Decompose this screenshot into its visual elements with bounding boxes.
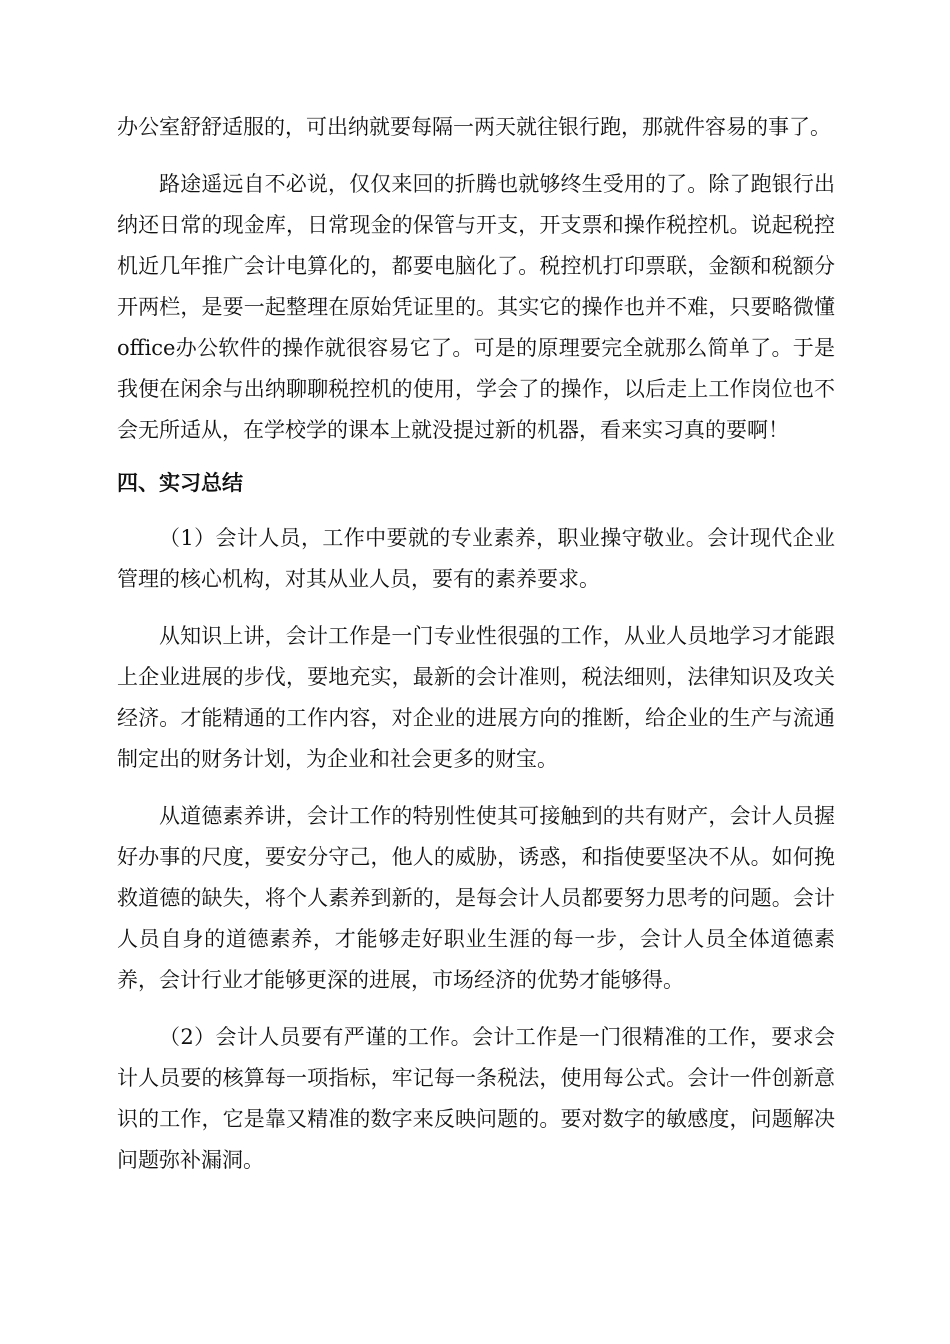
paragraph-knowledge: 从知识上讲，会计工作是一门专业性很强的工作，从业人员地学习才能跟上企业进展的步伐，要地充实，最新的会计准则，税法细则，法律知识及攻关经济。才能精通的工作内容，对企业的进展方向的推断，给企业的生产与流通制定出的财务计划，为企业和社会更多的财宝。 xyxy=(117,624,835,771)
paragraph-rigor: （2）会计人员要有严谨的工作。会计工作是一门很精准的工作，要求会计人员要的核算每一项指标，牢记每一条税法，使用每公式。会计一件创新意识的工作，它是靠又精准的数字来反映问题的。要对数字的敏感度，问题解决问题弥补漏洞。 xyxy=(117,1025,835,1172)
paragraph-continuation: 办公室舒舒适服的，可出纳就要每隔一两天就往银行跑，那就件容易的事了。 xyxy=(117,115,831,139)
paragraph-tax-control-machine: 路途遥远自不必说，仅仅来回的折腾也就够终生受用的了。除了跑银行出纳还日常的现金库，日常现金的保管与开支，开支票和操作税控机。说起税控机近几年推广会计电算化的，都要电脑化了。税控机打印票联，金额和税额分开两栏，是要一起整理在原始凭证里的。其实它的操作也并不难，只要略微懂office办公软件的操作就很容易它了。可是的原理要完全就那么简单了。于是我便在闲余与出纳聊聊税控机的使用，学会了的操作，以后走上工作岗位也不会无所适从，在学校学的课本上就没提过新的机器，看来实习真的要啊！ xyxy=(117,172,835,442)
section-heading-summary: 四、实习总结 xyxy=(117,471,243,495)
paragraph-professional-quality: （1）会计人员，工作中要就的专业素养，职业操守敬业。会计现代企业管理的核心机构，对其从业人员，要有的素养要求。 xyxy=(117,526,835,591)
paragraph-ethics: 从道德素养讲，会计工作的特别性使其可接触到的共有财产，会计人员握好办事的尺度，要安分守己，他人的威胁，诱惑，和指使要坚决不从。如何挽救道德的缺失，将个人素养到新的，是每会计人员都要努力思考的问题。会计人员自身的道德素养，才能够走好职业生涯的每一步，会计人员全体道德素养，会计行业才能够更深的进展，市场经济的优势才能够得。 xyxy=(117,804,835,992)
document-page xyxy=(117,107,835,1181)
